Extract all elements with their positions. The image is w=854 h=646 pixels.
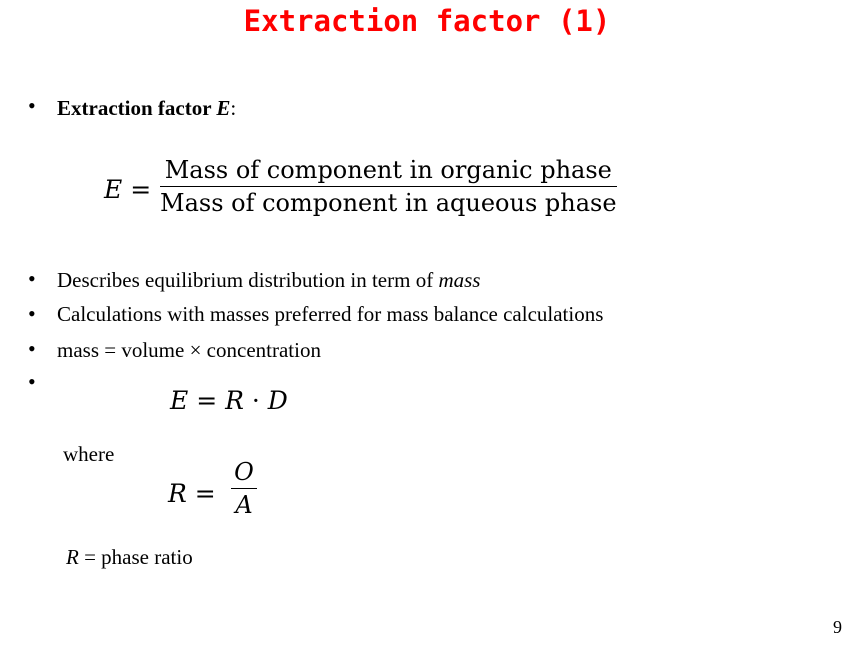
slide-title: Extraction factor (1) bbox=[243, 4, 611, 38]
eq1-equals: = bbox=[130, 175, 152, 204]
phase-ratio-definition bbox=[66, 545, 193, 570]
phase-ratio-symbol: R bbox=[66, 545, 79, 569]
eq3-denominator: A bbox=[235, 491, 253, 519]
eq2-equals: = bbox=[196, 386, 218, 415]
eq2-dot: · bbox=[251, 386, 260, 415]
phase-ratio-text: = phase ratio bbox=[78, 545, 193, 569]
eq1-lhs-symbol: E bbox=[104, 175, 123, 204]
eq3-r: R bbox=[168, 479, 187, 508]
bullet-dot: • bbox=[28, 266, 36, 291]
bullet-1 bbox=[57, 268, 480, 293]
bullet-dot: • bbox=[28, 301, 36, 326]
where-label: where bbox=[63, 442, 115, 466]
heading-colon: : bbox=[230, 96, 237, 120]
heading-label: Extraction factor bbox=[57, 96, 212, 120]
extraction-factor-heading bbox=[57, 96, 236, 121]
eq3-fraction bbox=[231, 458, 257, 519]
eq1-fraction bbox=[160, 156, 617, 217]
page-number: 9 bbox=[833, 617, 842, 637]
eq3-equals: = bbox=[194, 479, 216, 508]
fraction-bar bbox=[231, 488, 257, 489]
eq2 bbox=[170, 386, 288, 415]
eq1-denominator: Mass of component in aqueous phase bbox=[160, 189, 617, 217]
eq2-e: E bbox=[170, 386, 189, 415]
bullet-dot: • bbox=[28, 336, 36, 361]
eq2-d: D bbox=[267, 386, 288, 415]
fraction-bar bbox=[160, 186, 617, 187]
bullet-2: Calculations with masses preferred for mass balance calculations bbox=[57, 302, 604, 326]
eq3-lhs bbox=[168, 479, 216, 508]
bullet-dot: • bbox=[28, 93, 36, 118]
eq1-numerator: Mass of component in organic phase bbox=[164, 156, 612, 184]
bullet-1-emph: mass bbox=[438, 268, 481, 292]
eq3-numerator: O bbox=[234, 458, 254, 486]
bullet-dot: • bbox=[28, 369, 36, 394]
eq1-lhs bbox=[104, 175, 151, 204]
bullet-1-text: Describes equilibrium distribution in term of bbox=[57, 268, 439, 292]
bullet-3: mass = volume × concentration bbox=[57, 338, 321, 362]
heading-symbol: E bbox=[216, 96, 231, 120]
eq2-r: R bbox=[225, 386, 244, 415]
